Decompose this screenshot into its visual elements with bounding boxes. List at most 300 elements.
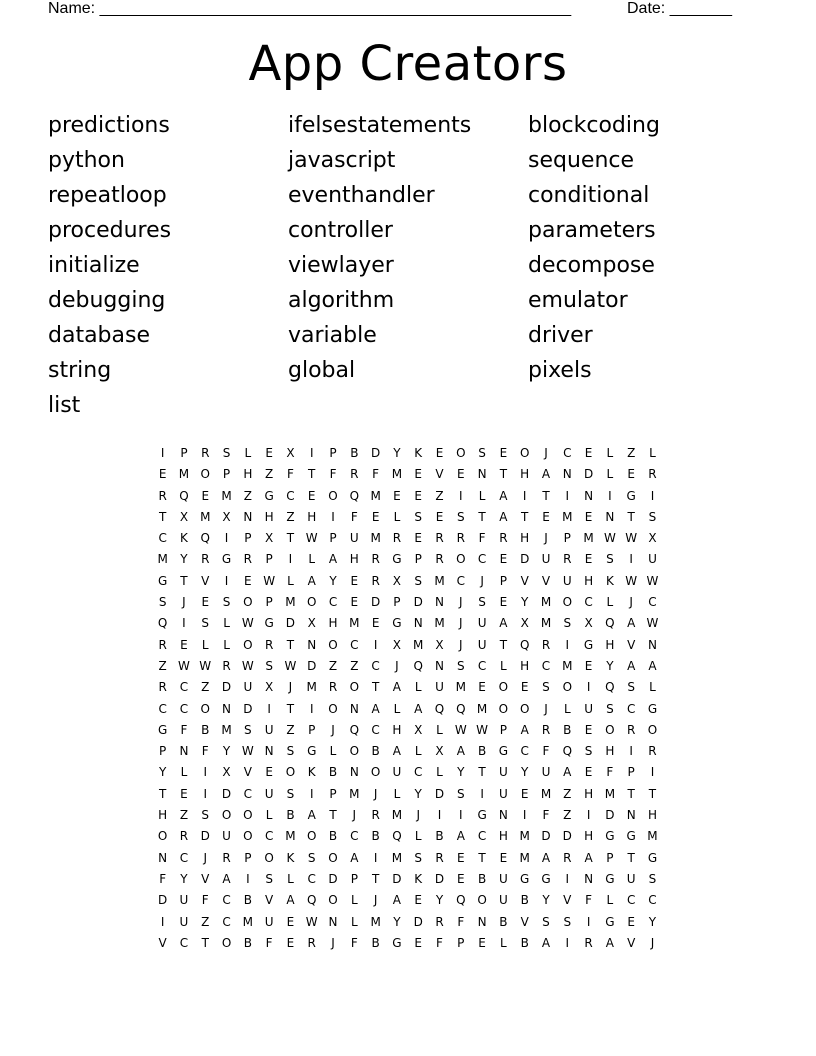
grid-letter: S	[478, 595, 486, 610]
grid-letter: N	[328, 914, 338, 929]
grid-letter: G	[626, 488, 636, 503]
grid-letter: N	[605, 509, 615, 524]
grid-letter: U	[477, 616, 487, 631]
grid-letter: W	[199, 658, 212, 673]
grid-letter: F	[372, 467, 380, 482]
grid-letter: M	[285, 595, 296, 610]
grid-letter: H	[349, 552, 359, 567]
grid-letter: X	[414, 722, 423, 737]
grid-letter: G	[498, 744, 509, 759]
grid-letter: L	[393, 786, 401, 801]
grid-letter: Z	[201, 914, 210, 929]
grid-letter: E	[584, 552, 593, 567]
grid-letter: A	[371, 701, 380, 716]
grid-letter: J	[373, 893, 378, 908]
word-bank-item: parameters	[528, 218, 656, 243]
grid-letter: V	[627, 935, 636, 950]
grid-letter: S	[606, 552, 614, 567]
grid-letter: C	[371, 658, 380, 673]
grid-letter: O	[243, 829, 253, 844]
grid-letter: Z	[328, 658, 338, 673]
grid-letter: Z	[201, 680, 210, 695]
grid-letter: M	[519, 850, 530, 865]
grid-letter: N	[349, 701, 359, 716]
grid-letter: R	[456, 531, 465, 546]
grid-letter: X	[392, 637, 402, 652]
grid-letter: E	[350, 573, 359, 588]
grid-letter: O	[221, 808, 232, 823]
grid-letter: T	[627, 786, 635, 801]
header-line	[48, 0, 746, 18]
grid-letter: V	[520, 573, 529, 588]
grid-letter: L	[393, 701, 401, 716]
grid-letter: R	[243, 552, 252, 567]
grid-letter: T	[648, 786, 657, 801]
grid-letter: O	[307, 829, 317, 844]
grid-letter: I	[586, 914, 591, 929]
grid-letter: G	[605, 829, 615, 844]
grid-letter: Q	[392, 829, 402, 844]
grid-letter: L	[350, 914, 358, 929]
grid-letter: M	[391, 850, 403, 865]
grid-letter: M	[519, 829, 530, 844]
grid-letter: R	[392, 531, 402, 546]
grid-letter: R	[435, 552, 444, 567]
grid-letter: E	[499, 552, 508, 567]
grid-letter: A	[541, 467, 551, 482]
grid-letter: M	[370, 914, 381, 929]
grid-letter: D	[200, 829, 210, 844]
grid-letter: R	[648, 744, 657, 759]
grid-letter: Y	[648, 914, 657, 929]
grid-letter: D	[370, 446, 381, 460]
grid-letter: K	[414, 871, 423, 886]
grid-letter: M	[242, 914, 254, 929]
grid-letter: X	[435, 744, 444, 759]
grid-letter: G	[605, 871, 615, 886]
grid-letter: A	[563, 765, 572, 780]
grid-letter: E	[584, 509, 593, 524]
grid-letter: C	[222, 914, 231, 929]
grid-letter: E	[520, 680, 529, 695]
grid-letter: B	[499, 914, 508, 929]
grid-letter: E	[286, 914, 295, 929]
grid-letter: Z	[563, 786, 572, 801]
grid-letter: T	[286, 637, 295, 652]
grid-letter: P	[244, 850, 252, 865]
grid-letter: C	[520, 744, 529, 759]
grid-letter: E	[265, 765, 273, 780]
grid-letter: J	[416, 808, 420, 823]
grid-letter: E	[542, 509, 550, 524]
grid-letter: F	[286, 467, 294, 482]
grid-letter: A	[499, 616, 508, 631]
grid-letter: B	[350, 446, 359, 460]
grid-letter: L	[606, 467, 614, 482]
grid-letter: I	[629, 552, 633, 567]
grid-letter: G	[626, 829, 636, 844]
grid-letter: E	[307, 488, 316, 503]
word-bank-item: controller	[288, 218, 393, 243]
grid-letter: A	[414, 701, 423, 716]
grid-letter: B	[520, 893, 529, 908]
grid-letter: Q	[562, 744, 573, 759]
grid-letter: O	[328, 701, 338, 716]
grid-letter: K	[605, 573, 614, 588]
grid-letter: Y	[180, 552, 188, 567]
grid-letter: E	[584, 446, 593, 460]
grid-letter: L	[265, 808, 273, 823]
grid-letter: R	[350, 467, 359, 482]
grid-letter: N	[562, 467, 572, 482]
grid-letter: O	[243, 637, 253, 652]
grid-letter: R	[222, 658, 231, 673]
word-bank-item: string	[48, 358, 112, 383]
grid-letter: U	[222, 829, 231, 844]
grid-letter: F	[329, 467, 337, 482]
grid-letter: J	[395, 658, 399, 673]
grid-letter: D	[221, 680, 232, 695]
grid-letter: S	[648, 509, 657, 524]
grid-letter: R	[584, 935, 593, 950]
grid-letter: R	[541, 637, 551, 652]
grid-letter: E	[520, 786, 529, 801]
grid-letter: W	[646, 573, 659, 588]
page-title: App Creators	[248, 36, 568, 92]
word-bank-item: python	[48, 148, 125, 173]
grid-letter: K	[414, 446, 423, 460]
grid-letter: C	[477, 829, 487, 844]
grid-letter: E	[627, 467, 635, 482]
grid-letter: D	[328, 871, 338, 886]
grid-letter: R	[499, 531, 508, 546]
grid-letter: G	[307, 744, 317, 759]
grid-letter: C	[477, 552, 487, 567]
grid-letter: M	[647, 829, 658, 844]
grid-letter: I	[309, 786, 314, 801]
grid-letter: G	[541, 871, 551, 886]
grid-letter: B	[477, 744, 487, 759]
grid-letter: Z	[179, 808, 189, 823]
grid-letter: T	[478, 850, 486, 865]
grid-letter: G	[392, 616, 402, 631]
grid-letter: E	[180, 637, 188, 652]
grid-letter: H	[647, 808, 657, 823]
grid-letter: B	[371, 744, 380, 759]
grid-letter: J	[373, 786, 378, 801]
word-bank-item: variable	[288, 323, 377, 348]
grid-letter: O	[200, 467, 210, 482]
grid-letter: L	[606, 595, 614, 610]
grid-letter: X	[265, 531, 274, 546]
word-bank-item: conditional	[528, 183, 650, 208]
grid-letter: I	[246, 871, 250, 886]
grid-letter: I	[203, 786, 208, 801]
grid-letter: A	[392, 680, 402, 695]
grid-letter: O	[562, 680, 573, 695]
letter-grid	[152, 443, 663, 954]
grid-letter: N	[222, 701, 232, 716]
grid-letter: I	[565, 871, 570, 886]
grid-letter: Z	[286, 722, 295, 737]
grid-letter: V	[520, 914, 529, 929]
grid-letter: C	[158, 701, 167, 716]
grid-letter: O	[328, 488, 338, 503]
grid-letter: P	[222, 467, 231, 482]
grid-letter: O	[498, 680, 509, 695]
grid-letter: C	[179, 680, 189, 695]
grid-letter: I	[565, 935, 570, 950]
grid-letter: D	[605, 808, 615, 823]
grid-letter: X	[435, 637, 444, 652]
grid-letter: V	[158, 935, 167, 950]
grid-letter: H	[328, 616, 338, 631]
grid-letter: Q	[349, 722, 360, 737]
grid-letter: H	[158, 808, 168, 823]
word-bank-item: repeatloop	[48, 183, 167, 208]
grid-letter: U	[499, 765, 508, 780]
grid-letter: D	[541, 829, 551, 844]
grid-letter: M	[540, 616, 552, 631]
grid-letter: Q	[200, 531, 210, 546]
grid-letter: R	[179, 829, 189, 844]
grid-letter: I	[437, 808, 442, 823]
grid-letter: I	[224, 531, 229, 546]
grid-letter: C	[648, 893, 657, 908]
word-bank	[48, 108, 788, 423]
grid-letter: T	[158, 786, 167, 801]
grid-letter: T	[371, 680, 380, 695]
grid-letter: I	[480, 786, 484, 801]
grid-letter: L	[329, 744, 337, 759]
grid-letter: B	[243, 893, 252, 908]
grid-letter: I	[182, 616, 186, 631]
grid-letter: H	[605, 637, 615, 652]
grid-letter: D	[221, 786, 232, 801]
word-bank-item: global	[288, 358, 356, 383]
grid-letter: I	[650, 765, 655, 780]
grid-letter: C	[179, 935, 189, 950]
grid-letter: Z	[435, 488, 444, 503]
grid-letter: J	[629, 595, 633, 610]
grid-letter: E	[180, 786, 188, 801]
grid-letter: S	[286, 786, 295, 801]
grid-letter: V	[201, 871, 210, 886]
grid-letter: F	[542, 744, 550, 759]
grid-letter: M	[434, 616, 445, 631]
grid-letter: F	[350, 509, 358, 524]
grid-letter: Q	[605, 680, 615, 695]
word-bank-item: procedures	[48, 218, 172, 243]
grid-letter: T	[371, 871, 380, 886]
word-bank-item: sequence	[528, 148, 635, 173]
grid-letter: L	[287, 573, 294, 588]
grid-letter: A	[350, 850, 359, 865]
grid-letter: B	[520, 935, 529, 950]
grid-letter: P	[265, 552, 273, 567]
grid-letter: I	[203, 765, 208, 780]
grid-letter: E	[414, 488, 422, 503]
grid-letter: T	[286, 531, 295, 546]
grid-letter: P	[350, 871, 358, 886]
grid-letter: E	[499, 595, 508, 610]
grid-letter: O	[562, 595, 573, 610]
grid-letter: S	[222, 446, 231, 460]
grid-letter: C	[626, 893, 636, 908]
grid-letter: H	[307, 509, 317, 524]
grid-letter: S	[244, 722, 252, 737]
grid-letter: L	[500, 935, 507, 950]
grid-letter: A	[541, 935, 551, 950]
grid-letter: C	[179, 850, 189, 865]
grid-letter: O	[221, 935, 232, 950]
grid-letter: E	[499, 850, 508, 865]
word-bank-item: initialize	[48, 253, 140, 278]
grid-letter: V	[243, 765, 252, 780]
grid-letter: A	[499, 488, 508, 503]
grid-letter: H	[264, 509, 274, 524]
grid-letter: R	[541, 722, 551, 737]
grid-letter: N	[413, 616, 423, 631]
grid-letter: L	[223, 637, 230, 652]
grid-letter: M	[157, 552, 168, 567]
grid-letter: C	[584, 595, 593, 610]
grid-letter: Z	[158, 658, 167, 673]
grid-letter: F	[159, 871, 167, 886]
grid-letter: R	[158, 488, 167, 503]
grid-letter: E	[499, 446, 508, 460]
grid-letter: I	[522, 808, 527, 823]
grid-letter: P	[265, 595, 273, 610]
grid-letter: U	[392, 765, 402, 780]
grid-letter: Q	[434, 701, 445, 716]
grid-letter: R	[201, 446, 210, 460]
grid-letter: Y	[414, 786, 422, 801]
word-bank-item: javascript	[288, 148, 396, 173]
grid-letter: H	[498, 829, 508, 844]
grid-letter: I	[224, 573, 229, 588]
grid-letter: Q	[456, 893, 466, 908]
grid-letter: E	[414, 935, 422, 950]
grid-letter: C	[541, 658, 551, 673]
grid-letter: X	[520, 616, 529, 631]
grid-letter: O	[349, 744, 360, 759]
grid-letter: M	[540, 786, 552, 801]
grid-letter: I	[565, 488, 570, 503]
grid-letter: T	[201, 935, 209, 950]
grid-letter: L	[414, 744, 422, 759]
grid-letter: G	[583, 637, 594, 652]
grid-letter: F	[436, 935, 443, 950]
grid-letter: N	[584, 871, 594, 886]
grid-letter: E	[350, 595, 359, 610]
grid-letter: S	[414, 850, 423, 865]
grid-letter: Z	[243, 488, 252, 503]
grid-letter: Y	[435, 893, 444, 908]
grid-letter: F	[201, 744, 209, 759]
grid-letter: O	[264, 850, 274, 865]
grid-letter: H	[243, 467, 253, 482]
grid-letter: M	[306, 680, 317, 695]
grid-letter: W	[241, 658, 254, 673]
grid-letter: S	[222, 595, 231, 610]
grid-letter: I	[586, 808, 591, 823]
grid-letter: S	[414, 573, 423, 588]
grid-letter: O	[328, 637, 338, 652]
grid-letter: A	[456, 829, 465, 844]
grid-letter: I	[373, 637, 378, 652]
grid-letter: A	[222, 871, 231, 886]
word-bank-item: eventhandler	[288, 183, 435, 208]
grid-letter: A	[286, 893, 295, 908]
grid-letter: L	[414, 680, 422, 695]
grid-letter: Q	[456, 701, 466, 716]
grid-letter: G	[221, 552, 232, 567]
grid-letter: S	[201, 616, 210, 631]
grid-letter: E	[201, 595, 210, 610]
grid-letter: C	[350, 829, 359, 844]
grid-letter: X	[179, 509, 189, 524]
grid-letter: H	[520, 467, 530, 482]
grid-letter: B	[243, 935, 252, 950]
grid-letter: X	[222, 509, 231, 524]
word-bank-item: debugging	[48, 288, 166, 313]
grid-letter: Q	[349, 488, 360, 503]
grid-letter: D	[158, 893, 168, 908]
grid-letter: C	[328, 595, 338, 610]
grid-letter: U	[562, 573, 572, 588]
grid-letter: L	[563, 701, 571, 716]
grid-letter: B	[477, 871, 487, 886]
grid-letter: A	[456, 744, 465, 759]
word-bank-item: ifelsestatements	[288, 113, 472, 138]
grid-letter: D	[562, 829, 572, 844]
grid-letter: Y	[542, 893, 550, 908]
grid-letter: S	[478, 446, 486, 460]
grid-letter: U	[499, 786, 508, 801]
grid-letter: Y	[457, 765, 465, 780]
grid-letter: B	[201, 722, 210, 737]
grid-letter: G	[157, 573, 168, 588]
grid-letter: B	[435, 829, 444, 844]
grid-letter: C	[264, 829, 274, 844]
grid-letter: Y	[606, 658, 614, 673]
grid-letter: P	[457, 935, 465, 950]
grid-letter: F	[542, 808, 550, 823]
grid-letter: M	[391, 808, 403, 823]
grid-letter: G	[157, 722, 168, 737]
grid-letter: C	[477, 658, 487, 673]
grid-letter: X	[265, 680, 274, 695]
grid-letter: R	[563, 850, 572, 865]
grid-letter: R	[371, 573, 380, 588]
grid-letter: L	[308, 552, 316, 567]
grid-letter: Y	[521, 765, 529, 780]
grid-letter: I	[459, 808, 463, 823]
grid-letter: C	[307, 871, 316, 886]
grid-letter: Q	[179, 488, 189, 503]
grid-letter: L	[223, 616, 230, 631]
grid-letter: U	[648, 552, 657, 567]
grid-letter: L	[500, 658, 507, 673]
grid-letter: O	[349, 680, 360, 695]
grid-letter: N	[158, 850, 168, 865]
grid-letter: J	[352, 808, 357, 823]
grid-letter: S	[542, 914, 550, 929]
grid-letter: F	[585, 893, 593, 908]
grid-letter: Y	[393, 914, 401, 929]
grid-letter: U	[499, 893, 508, 908]
